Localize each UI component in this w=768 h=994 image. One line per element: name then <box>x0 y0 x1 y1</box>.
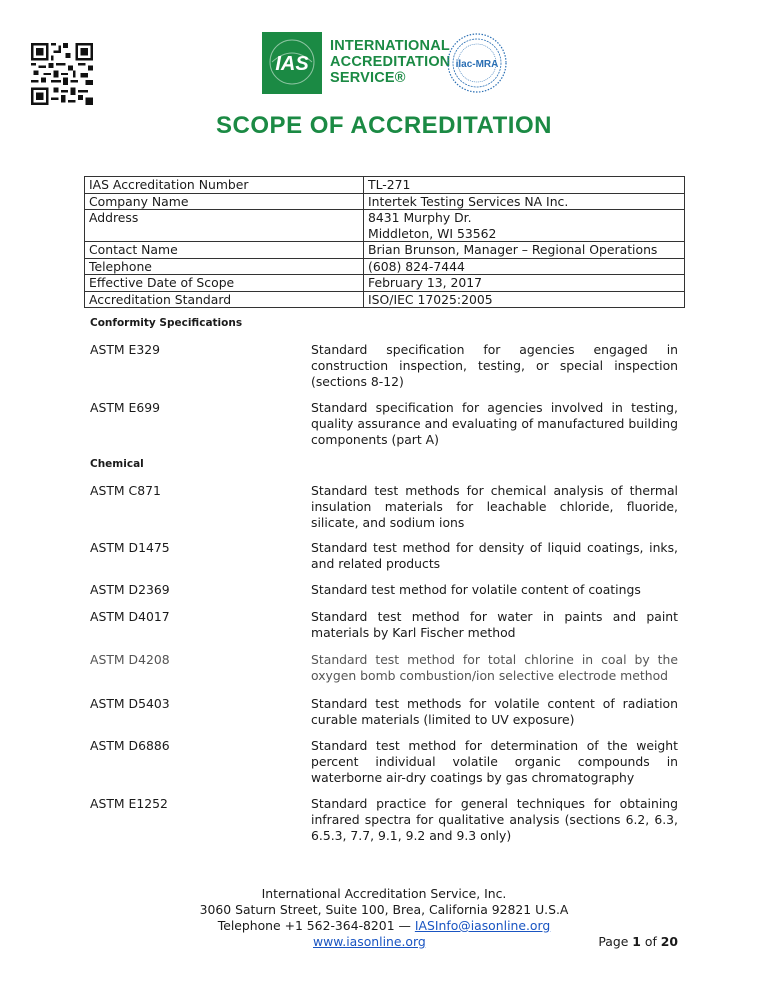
table-row <box>85 242 685 259</box>
table-row <box>85 275 685 292</box>
standard-description: Standard specification for agencies engaged in construction inspection, testing, or special inspection (sections 8-12) <box>311 342 678 389</box>
standard-code: ASTM E329 <box>90 342 161 357</box>
ilac-mra-seal <box>446 32 508 94</box>
page-title: SCOPE OF ACCREDITATION <box>216 112 552 139</box>
page-prefix: Page <box>598 934 633 949</box>
standard-description: Standard test method for water in paints and paint materials by Karl Fischer method <box>311 609 678 640</box>
footer-telephone: Telephone +1 562-364-8201 — <box>217 918 415 933</box>
table-row <box>85 291 685 308</box>
info-key: Company Name <box>85 193 364 210</box>
info-key: Effective Date of Scope <box>85 275 364 292</box>
standard-description: Standard test methods for chemical analysis of thermal insulation materials for leachable chloride, fluoride, silicate, and sodium ions <box>311 483 678 530</box>
page-number <box>598 934 678 949</box>
footer-contact <box>0 918 768 934</box>
logo-line-1: INTERNATIONAL <box>330 38 450 54</box>
table-row <box>85 258 685 275</box>
ias-logo-mark-text: IAS <box>275 53 309 75</box>
info-key: IAS Accreditation Number <box>85 177 364 194</box>
standard-code: ASTM C871 <box>90 483 161 498</box>
info-value: Intertek Testing Services NA Inc. <box>364 193 685 210</box>
info-value: February 13, 2017 <box>364 275 685 292</box>
address-line-2: Middleton, WI 53562 <box>368 225 497 241</box>
info-value-address <box>364 210 685 242</box>
standard-code: ASTM D6886 <box>90 738 170 753</box>
info-key: Accreditation Standard <box>85 291 364 308</box>
ilac-mark-text: ilac-MRA <box>455 59 499 70</box>
standard-description: Standard test method for total chlorine in coal by the oxygen bomb combustion/ion selective electrode method <box>311 652 678 683</box>
ias-logo-wordmark <box>330 38 450 86</box>
page-total: 20 <box>660 934 678 949</box>
info-key: Contact Name <box>85 242 364 259</box>
standard-description: Standard test method for determination of the weight percent individual volatile organic compounds in waterborne air-dry coatings by gas chromatography <box>311 738 678 785</box>
standard-description: Standard specification for agencies involved in testing, quality assurance and evaluating of manufactured building components (part A) <box>311 400 678 447</box>
page-current: 1 <box>632 934 641 949</box>
standard-code: ASTM E699 <box>90 400 161 415</box>
logo-line-3: SERVICE® <box>330 70 406 86</box>
table-row <box>85 193 685 210</box>
standard-description: Standard test method for density of liquid coatings, inks, and related products <box>311 540 678 571</box>
address-line-1: 8431 Murphy Dr. <box>368 210 472 225</box>
page-footer <box>0 886 768 934</box>
footer-website-link[interactable]: www.iasonline.org <box>313 934 426 949</box>
ias-logo-mark <box>262 32 322 94</box>
section-heading-chemical: Chemical <box>90 458 144 470</box>
info-key: Address <box>85 210 364 242</box>
info-key: Telephone <box>85 258 364 275</box>
footer-email-link[interactable]: IASInfo@iasonline.org <box>414 918 551 933</box>
standard-description: Standard practice for general techniques for obtaining infrared spectra for qualitative analysis (sections 6.2, 6.3, 6.5.3, 7.7, 9.1, 9.2 and 9.3 only) <box>311 796 678 843</box>
footer-org-name: International Accreditation Service, Inc. <box>261 886 507 901</box>
standard-code: ASTM D2369 <box>90 582 170 597</box>
standard-code: ASTM D4017 <box>90 609 170 624</box>
info-value: Brian Brunson, Manager – Regional Operations <box>364 242 685 259</box>
standard-description: Standard test method for volatile content of coatings <box>311 582 641 597</box>
standard-code: ASTM D5403 <box>90 696 170 711</box>
standard-code: ASTM D4208 <box>90 652 170 667</box>
qr-code <box>31 42 93 106</box>
table-row <box>85 177 685 194</box>
table-row <box>85 210 685 242</box>
logo-line-2: ACCREDITATION <box>330 54 451 70</box>
standard-description: Standard test methods for volatile content of radiation curable materials (limited to UV exposure) <box>311 696 678 727</box>
footer-address: 3060 Saturn Street, Suite 100, Brea, California 92821 U.S.A <box>199 902 569 917</box>
accreditation-info-table <box>84 176 685 308</box>
info-value: (608) 824-7444 <box>364 258 685 275</box>
section-heading-conformity: Conformity Specifications <box>90 317 243 329</box>
standard-code: ASTM D1475 <box>90 540 170 555</box>
page-of: of <box>640 934 661 949</box>
info-value: ISO/IEC 17025:2005 <box>364 291 685 308</box>
standard-code: ASTM E1252 <box>90 796 168 811</box>
info-value: TL-271 <box>364 177 685 194</box>
